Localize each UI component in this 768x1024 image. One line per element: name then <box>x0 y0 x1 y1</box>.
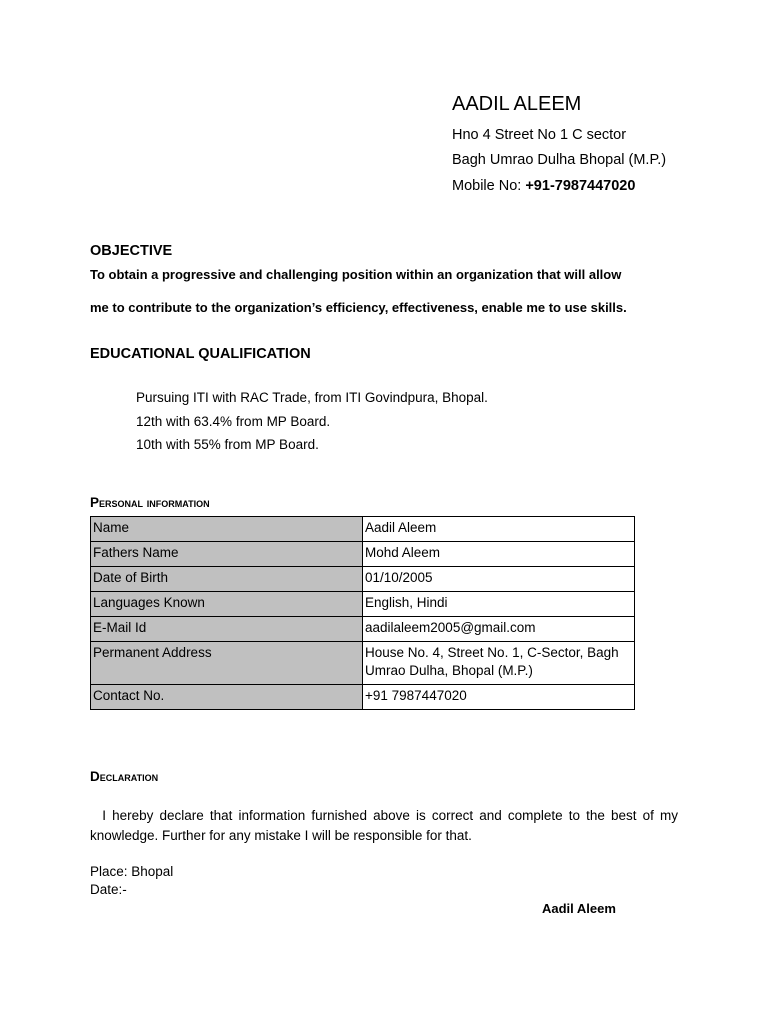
declaration-heading: Declaration <box>90 769 159 784</box>
table-row <box>91 542 635 567</box>
mobile-line <box>452 178 635 194</box>
row-label: Date of Birth <box>91 567 363 592</box>
applicant-name-header: AADIL ALEEM <box>452 93 582 115</box>
table-row <box>91 567 635 592</box>
table-row <box>91 642 635 685</box>
row-label: Permanent Address <box>91 642 363 685</box>
table-row <box>91 617 635 642</box>
education-item: 12th with 63.4% from MP Board. <box>136 414 331 429</box>
table-row <box>91 592 635 617</box>
table-row <box>91 685 635 710</box>
row-label: Languages Known <box>91 592 363 617</box>
mobile-value: +91-7987447020 <box>525 178 636 194</box>
place-line: Place: Bhopal <box>90 864 174 879</box>
objective-heading: OBJECTIVE <box>90 243 173 259</box>
mobile-label: Mobile No: <box>452 178 526 194</box>
row-value: Aadil Aleem <box>363 517 635 542</box>
row-value: 01/10/2005 <box>363 567 635 592</box>
education-item: 10th with 55% from MP Board. <box>136 437 319 452</box>
signature-name: Aadil Aleem <box>542 901 616 916</box>
date-line: Date:- <box>90 882 127 897</box>
declaration-text <box>90 806 678 846</box>
row-label: Contact No. <box>91 685 363 710</box>
row-label: Name <box>91 517 363 542</box>
personal-info-table <box>90 516 635 710</box>
row-value: House No. 4, Street No. 1, C-Sector, Bagh Umrao Dulha, Bhopal (M.P.) <box>363 642 635 685</box>
education-item: Pursuing ITI with RAC Trade, from ITI Govindpura, Bhopal. <box>136 390 488 405</box>
address-line-2: Bagh Umrao Dulha Bhopal (M.P.) <box>452 152 667 168</box>
row-value: +91 7987447020 <box>363 685 635 710</box>
personal-info-heading: Personal information <box>90 495 210 510</box>
row-label: Fathers Name <box>91 542 363 567</box>
row-value: English, Hindi <box>363 592 635 617</box>
row-value: Mohd Aleem <box>363 542 635 567</box>
objective-text-line-2: me to contribute to the organization’s efficiency, effectiveness, enable me to use skills. <box>90 300 627 315</box>
row-value: aadilaleem2005@gmail.com <box>363 617 635 642</box>
row-label: E-Mail Id <box>91 617 363 642</box>
declaration-body: I hereby declare that information furnished above is correct and complete to the best of my knowledge. Further for any mistake I will be responsible for that. <box>90 808 678 843</box>
table-row <box>91 517 635 542</box>
objective-text-line-1: To obtain a progressive and challenging position within an organization that will allow <box>90 267 622 282</box>
address-line-1: Hno 4 Street No 1 C sector <box>452 127 627 143</box>
education-heading: EDUCATIONAL QUALIFICATION <box>90 346 311 362</box>
